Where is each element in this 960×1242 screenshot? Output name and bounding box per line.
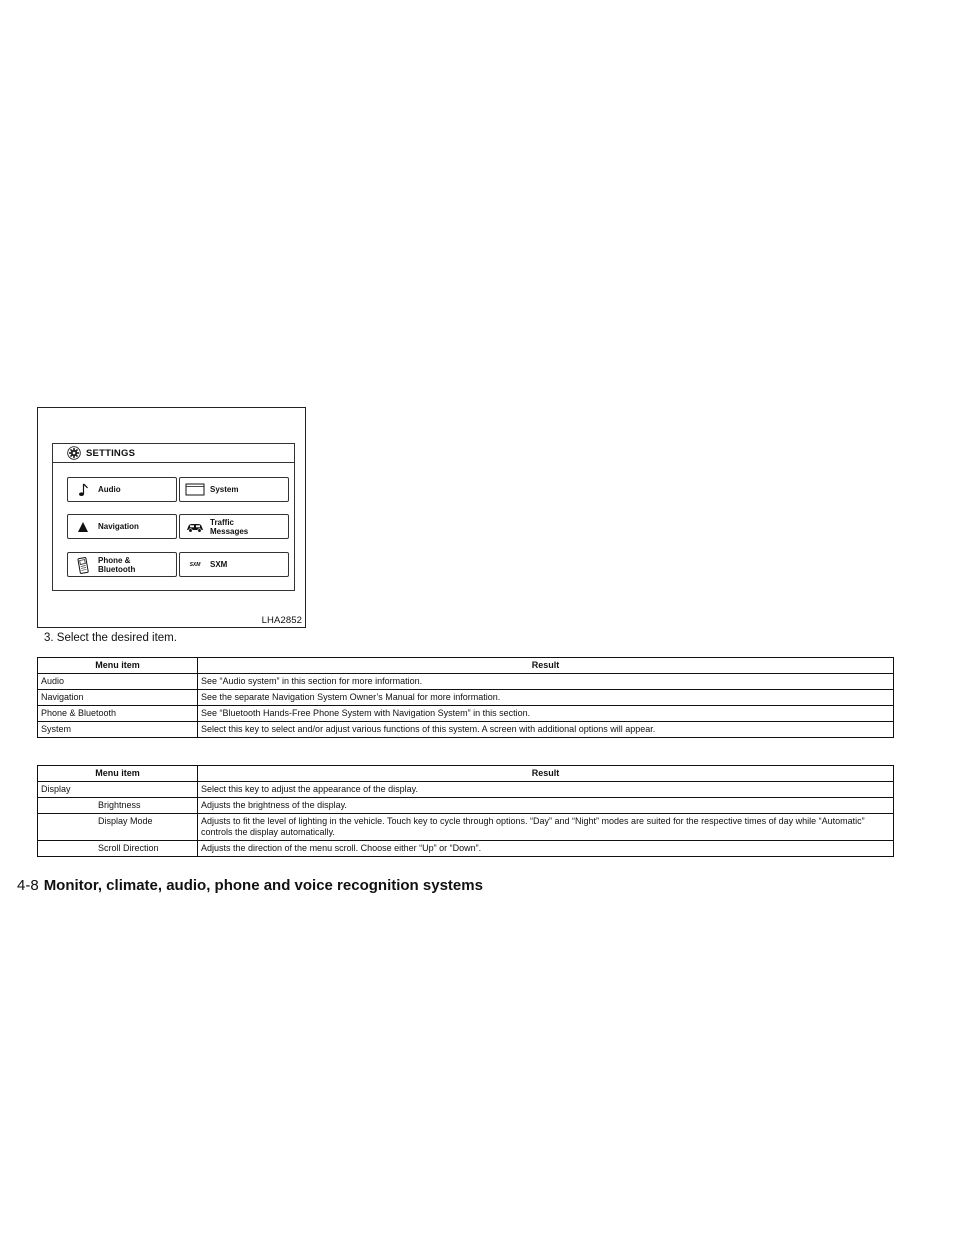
settings-figure (37, 407, 306, 628)
result-cell: Select this key to adjust the appearance of the display. (198, 782, 894, 798)
sxm-button[interactable] (179, 552, 289, 577)
settings-screen (52, 443, 295, 591)
table-row (38, 814, 894, 841)
menu-table-1 (37, 657, 894, 738)
submenu-item-cell: Display Mode (38, 814, 198, 841)
table-row (38, 798, 894, 814)
menu-item-cell: Phone & Bluetooth (38, 706, 198, 722)
navigation-button[interactable] (67, 514, 177, 539)
traffic-messages-button-label: Traffic Messages (210, 517, 249, 536)
table-row (38, 706, 894, 722)
phone-bluetooth-button[interactable] (67, 552, 177, 577)
menu-item-cell: Navigation (38, 690, 198, 706)
table-row (38, 690, 894, 706)
table-header-row (38, 658, 894, 674)
figure-code: LHA2852 (261, 615, 302, 626)
page-footer (17, 877, 483, 894)
audio-button-label: Audio (98, 485, 121, 494)
result-cell: Adjusts the brightness of the display. (198, 798, 894, 814)
menu-item-cell: System (38, 722, 198, 738)
result-cell: Select this key to select and/or adjust various functions of this system. A screen with additional options will appear. (198, 722, 894, 738)
result-cell: See the separate Navigation System Owner’s Manual for more information. (198, 690, 894, 706)
sxm-button-label: SXM (210, 560, 228, 569)
submenu-item-cell: Scroll Direction (38, 841, 198, 857)
gear-icon (67, 446, 81, 460)
navigation-button-label: Navigation (98, 522, 139, 531)
screen-icon (180, 478, 210, 501)
sxm-logo-icon: SXM (189, 561, 201, 568)
page-number: 4-8 (17, 877, 39, 894)
menu-item-cell: Display (38, 782, 198, 798)
table-header-row (38, 766, 894, 782)
table-row (38, 722, 894, 738)
settings-title: SETTINGS (86, 447, 136, 459)
menu-item-cell: Audio (38, 674, 198, 690)
table-row (38, 674, 894, 690)
column-header: Menu item (38, 658, 198, 674)
section-title: Monitor, climate, audio, phone and voice recognition systems (43, 877, 483, 894)
result-cell: Adjusts the direction of the menu scroll. Choose either “Up” or “Down”. (198, 841, 894, 857)
system-button-label: System (210, 485, 239, 494)
menu-table-2 (37, 765, 894, 857)
traffic-car-icon (180, 515, 210, 538)
step-instruction: 3. Select the desired item. (44, 632, 177, 644)
screen-header (53, 444, 294, 463)
music-note-icon (68, 478, 98, 501)
table-row (38, 841, 894, 857)
phone-bluetooth-button-label: Phone & Bluetooth (98, 555, 136, 574)
result-cell: See “Bluetooth Hands-Free Phone System with Navigation System” in this section. (198, 706, 894, 722)
phone-icon (68, 553, 98, 576)
result-cell: See “Audio system” in this section for more information. (198, 674, 894, 690)
audio-button[interactable] (67, 477, 177, 502)
column-header: Result (198, 658, 894, 674)
column-header: Menu item (38, 766, 198, 782)
traffic-messages-button[interactable] (179, 514, 289, 539)
system-button[interactable] (179, 477, 289, 502)
result-cell: Adjusts to fit the level of lighting in the vehicle. Touch key to cycle through options. “Day” and “Night” modes are suited for the respective times of day while “Automatic” controls the display automatically. (198, 814, 894, 841)
submenu-item-cell: Brightness (38, 798, 198, 814)
column-header: Result (198, 766, 894, 782)
table-row (38, 782, 894, 798)
nav-arrow-icon (68, 515, 98, 538)
